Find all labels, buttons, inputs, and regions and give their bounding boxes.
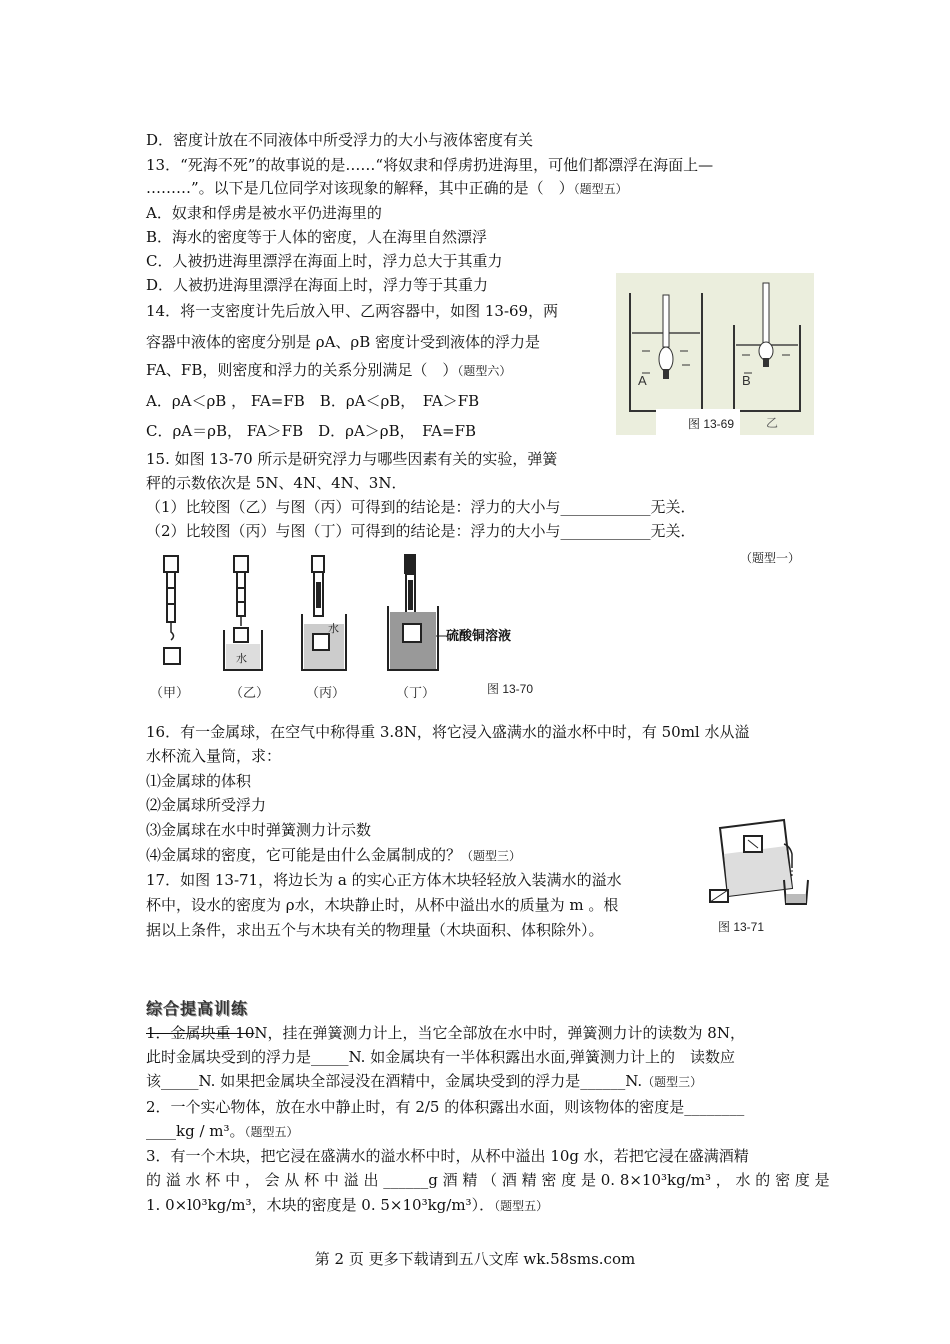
- figure-13-69: [616, 273, 814, 435]
- overflow-cup-diagram: [706, 818, 818, 914]
- q16-type-tag: （题型三）: [461, 849, 522, 863]
- label-yi: 乙: [766, 416, 779, 430]
- p3-type-tag: （题型五）: [494, 1199, 549, 1213]
- q14-options-cd: C．ρA＝ρB， FA＞FB D．ρA＞ρB， FA=FB: [146, 422, 477, 440]
- p2-line2-text: ____kg / m³。: [146, 1122, 245, 1140]
- p1-line1-text: N，挂在弹簧测力计上，当它全部放在水中时，弹簧测力计的读数为 8N，: [254, 1024, 745, 1042]
- p1-line2: 此时金属块受到的浮力是_____N. 如金属块有一半体积露出水面,弹簧测力计上的 读数应: [146, 1048, 735, 1066]
- q15-question-1: （1）比较图（乙）与图（丙）可得到的结论是：浮力的大小与____________无关．: [146, 498, 696, 516]
- figure-13-70-caption: 图 13-70: [487, 682, 534, 696]
- label-copper-sulfate: 硫酸铜溶液: [446, 629, 512, 644]
- q15-question-2: （2）比较图（丙）与图（丁）可得到的结论是：浮力的大小与____________无关．: [146, 522, 696, 540]
- q17-stem-line2: 杯中，设水的密度为 ρ水，木块静止时，从杯中溢出水的质量为 m 。根: [146, 896, 619, 914]
- q13-option-b: B．海水的密度等于人体的密度，人在海里自然漂浮: [146, 228, 488, 246]
- p1-line3-text: 该_____N. 如果把金属块全部浸没在酒精中，金属块受到的浮力是______N.: [146, 1072, 643, 1090]
- q13-option-d: D．人被扔进海里漂浮在海面上时，浮力等于其重力: [146, 276, 489, 294]
- p1-type-tag: （题型三）: [642, 1075, 703, 1089]
- label-water-bing: 水: [328, 622, 339, 635]
- label-a: A: [638, 373, 647, 388]
- q16-sub-4-text: ⑷金属球的密度，它可能是由什么金属制成的？: [146, 846, 462, 864]
- q17-stem-line3: 据以上条件，求出五个与木块有关的物理量（木块面积、体积除外）。: [146, 921, 604, 939]
- q13-option-c: C．人被扔进海里漂浮在海面上时，浮力总大于其重力: [146, 252, 503, 270]
- p1-line3: [146, 1071, 702, 1092]
- p1-strike-text: 1．金属块重 10: [146, 1024, 255, 1042]
- q14-type-tag: （题型六）: [457, 364, 512, 378]
- p3-line3-text: 1. 0×l0³kg/m³，木块的密度是 0. 5×10³kg/m³）．: [146, 1196, 495, 1214]
- q13-option-a: A．奴隶和俘虏是被水平仍进海里的: [146, 204, 382, 222]
- q14-stem-line3: [146, 360, 511, 381]
- q14-stem-line1: 14．将一支密度计先后放入甲、乙两容器中，如图 13-69，两: [146, 302, 559, 320]
- section-heading: 综合提高训练: [146, 999, 249, 1018]
- figure-13-71: [706, 818, 818, 914]
- figure-13-71-caption: 图 13-71: [718, 920, 765, 934]
- q13-stem-line2: [146, 178, 628, 199]
- q15-stem-line1: 15. 如图 13-70 所示是研究浮力与哪些因素有关的实验，弹簧: [146, 450, 558, 468]
- q13-stem-line1: 13．“死海不死”的故事说的是……“将奴隶和俘虏扔进海里，可他们都漂浮在海面上—: [146, 156, 714, 174]
- label-water-yi: 水: [236, 652, 247, 665]
- p2-type-tag: （题型五）: [244, 1125, 299, 1139]
- p2-line1: 2．一个实心物体，放在水中静止时，有 2/5 的体积露出水面，则该物体的密度是________: [146, 1098, 745, 1116]
- label-b: B: [742, 373, 751, 388]
- q17-stem-line1: 17．如图 13-71，将边长为 a 的实心正方体木块轻轻放入装满水的溢水: [146, 871, 622, 889]
- q13-stem-text: ………”。以下是几位同学对该现象的解释，其中正确的是（ ）: [146, 179, 574, 197]
- q16-stem-line2: 水杯流入量筒，求：: [146, 747, 282, 765]
- q12-option-d: D．密度计放在不同液体中所受浮力的大小与液体密度有关: [146, 131, 534, 149]
- q15-stem-line2: 秤的示数依次是 5N、4N、4N、3N．: [146, 474, 407, 492]
- figure-13-69-caption: 图 13-69: [688, 417, 735, 431]
- q14-stem-line2: 容器中液体的密度分别是 ρA、ρB 密度计受到液体的浮力是: [146, 333, 541, 351]
- p3-line1: 3．有一个木块，把它浸在盛满水的溢水杯中时，从杯中溢出 10g 水，若把它浸在盛满酒精: [146, 1147, 749, 1165]
- q14-stem-text: FA、FB，则密度和浮力的关系分别满足（ ）: [146, 361, 458, 379]
- q16-sub-2: ⑵金属球所受浮力: [146, 796, 267, 814]
- p2-line2: [146, 1121, 299, 1142]
- q16-sub-3: ⑶金属球在水中时弹簧测力计示数: [146, 821, 372, 839]
- page-footer: 第 2 页 更多下载请到五八文库 wk.58sms.com: [314, 1250, 636, 1268]
- q16-sub-4: [146, 845, 521, 866]
- label-fig-bing: （丙）: [306, 686, 346, 701]
- label-fig-ding: （丁）: [396, 686, 436, 701]
- label-fig-yi: （乙）: [230, 686, 270, 701]
- q15-type-tag: （题型一）: [740, 551, 801, 565]
- p3-line3: [146, 1195, 548, 1216]
- p1-line1: [146, 1023, 745, 1043]
- label-fig-jia: （甲）: [150, 686, 190, 701]
- q14-options-ab: A．ρA＜ρB ， FA=FB B．ρA＜ρB， FA＞FB: [146, 392, 480, 410]
- q16-sub-1: ⑴金属球的体积: [146, 772, 252, 790]
- p3-line2: 的 溢 水 杯 中 ， 会 从 杯 中 溢 出 ______g 酒 精 （ 酒 精 密 度 是 0. 8×10³kg/m³ ， 水 的 密 度 是: [146, 1171, 830, 1189]
- q13-type-tag: （题型五）: [573, 182, 628, 196]
- q16-stem-line1: 16．有一金属球，在空气中称得重 3.8N，将它浸入盛满水的溢水杯中时，有 50ml 水从溢: [146, 723, 750, 741]
